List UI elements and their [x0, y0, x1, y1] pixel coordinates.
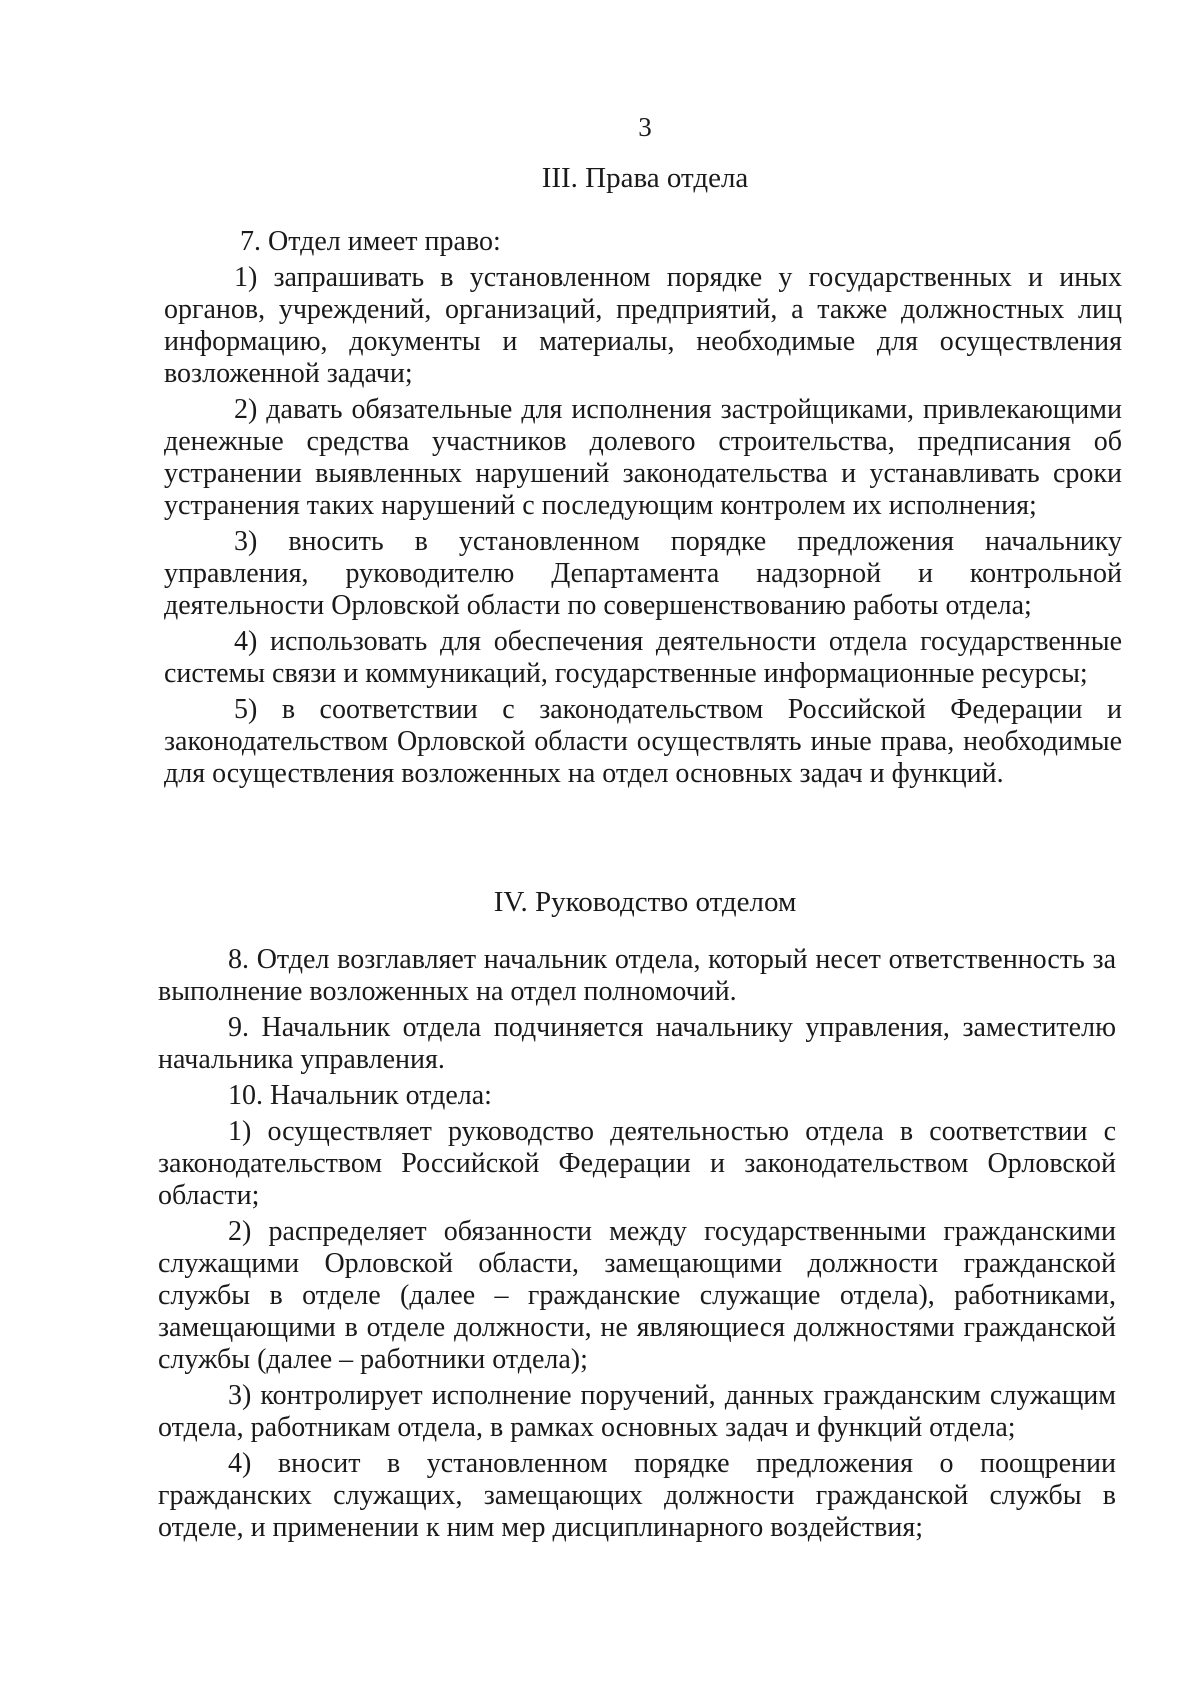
paragraph: 2) давать обязательные для исполнения застройщиками, привлекающими денежные средства участников долевого строительства, предписания об устранении выявленных нарушений законодательства и устанавливать сроки устранения таких нарушений с последующим контролем их исполнения;: [164, 394, 1122, 521]
paragraph: 3) контролирует исполнение поручений, данных гражданским служащим отдела, работникам отдела, в рамках основных задач и функций отдела;: [158, 1380, 1116, 1443]
section-heading-rights: III. Права отдела: [541, 162, 749, 194]
paragraph: 4) вносит в установленном порядке предложения о поощрении гражданских служащих, замещающих должности гражданской службы в отделе, и применении к ним мер дисциплинарного воздействия;: [158, 1448, 1116, 1543]
paragraph: 3) вносить в установленном порядке предложения начальнику управления, руководителю Департамента надзорной и контрольной деятельности Орловской области по совершенствованию работы отдела;: [164, 526, 1122, 621]
paragraph: 1) запрашивать в установленном порядке у государственных и иных органов, учреждений, организаций, предприятий, а также должностных лиц информацию, документы и материалы, необходимые для осуществления возложенной задачи;: [164, 262, 1122, 389]
paragraph: 7. Отдел имеет право:: [240, 226, 501, 257]
paragraph: 2) распределяет обязанности между государственными гражданскими служащими Орловской области, замещающими должности гражданской службы в отделе (далее – гражданские служащие отдела), работниками, замещающими в отделе должности, не являющиеся должностями гражданской службы (далее – работники отдела);: [158, 1216, 1116, 1375]
paragraph: 5) в соответствии с законодательством Российской Федерации и законодательством Орловской области осуществлять иные права, необходимые для осуществления возложенных на отдел основных задач и функций.: [164, 694, 1122, 789]
section-management-body: [158, 944, 1116, 1548]
section-heading-management: IV. Руководство отделом: [493, 886, 797, 918]
paragraph: 4) использовать для обеспечения деятельности отдела государственные системы связи и коммуникаций, государственные информационные ресурсы;: [164, 626, 1122, 689]
paragraph: 8. Отдел возглавляет начальник отдела, который несет ответственность за выполнение возложенных на отдел полномочий.: [158, 944, 1116, 1007]
paragraph: 10. Начальник отдела:: [228, 1080, 492, 1111]
paragraph: 1) осуществляет руководство деятельностью отдела в соответствии с законодательством Российской Федерации и законодательством Орловской области;: [158, 1116, 1116, 1211]
page-number: 3: [638, 112, 652, 142]
section-rights-body: [164, 226, 1122, 794]
paragraph: 9. Начальник отдела подчиняется начальнику управления, заместителю начальника управления.: [158, 1012, 1116, 1075]
